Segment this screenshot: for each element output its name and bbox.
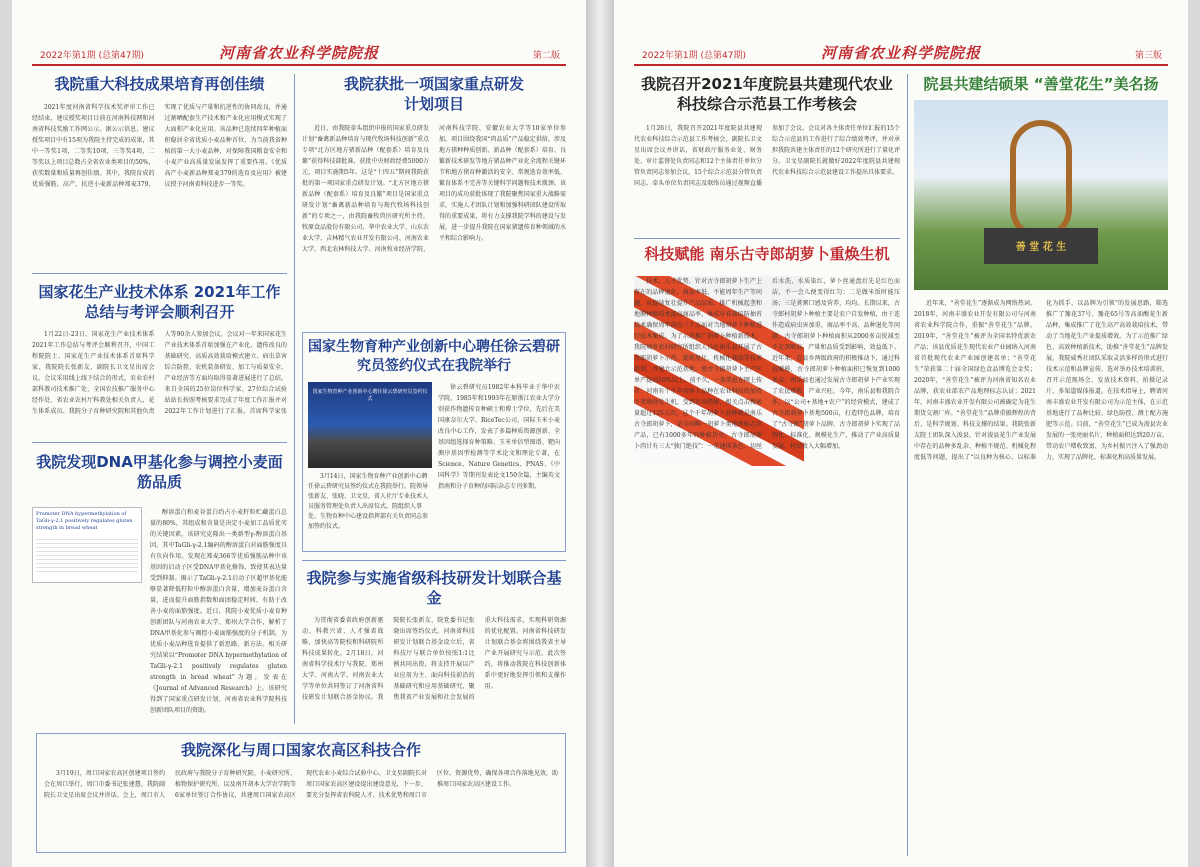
article-biobreeding-center <box>308 338 560 548</box>
article-body: 1月26日，我院召开2021年度院县共建现代农业科技综合示范县工作考核会，副院长卫文星出席会议并讲话，省财政厅服务业处、财务处、审计监督处负责同志和12个主体责任单位分管负责同志参加会议，15个综合示范县分管负责同志、牵头单位负责同志及联络员通过视频直播参加了会议。会议对各主体责任单位汇报的15个综合示范县的工作进行了综合绩效考评，并对承担我院共建主体责任的12个研究所进行了量化评分。卫文星副院长就做好2022年度院县共建现代农业科技综合示范县建设工作提出具体要求。 <box>634 124 900 187</box>
article-body: 徐云碧研究员1982年本科毕业于华中农学院，1985年和1993年在原浙江农业大学分别获作物遗传育种硕士和博士学位，先后在美国康奈尔大学、RiceTec公司、国际玉米小麦改良中心工作，发表了多篇种质资源创新、全基因组选择育种策略、玉米单倍型图谱、靶向测序基因型检测等学术论文和理论专著，在Science、Nature Genetics、PNAS、《中国科学》等期刊发表论文150余篇，主编英文指南和分子育种的国际杂志专刊多期。 <box>438 384 560 490</box>
issue-label: 2022年第1期 (总第47期) <box>40 51 144 61</box>
edition-label: 第三版 <box>1134 51 1162 61</box>
article-title: 我院参与实施省级科技研发计划联合基金 <box>306 569 562 608</box>
masthead: 河南省农业科学院院报 <box>218 44 379 62</box>
signing-photo <box>308 382 432 468</box>
article-peanut-system <box>32 282 287 432</box>
sculpture-sign: 善 堂 花 生 <box>1015 242 1067 253</box>
article-body: 醇溶蛋白和麦谷蛋白约占小麦籽粒贮藏蛋白总量的80%，其组成和含量是决定小麦加工品质优劣的关键因素。该研究克隆出一类新型γ-醇溶蛋白基因，其中TaGli-γ-2.1编码的醇溶蛋白对面筋强度具有负向作用。发现在郑麦366等优质强筋品种中该基因的启动子区受DNA甲基化修饰，致使其表达量受到抑制。揭示了TaGli-γ-2.1启动子区超甲基化能够显著降低籽粒中醇溶蛋白含量，增加麦谷蛋白含量，进而提升面筋指数和面团稳定时间，有助于改善小麦的面筋强度。近日，我院小麦优质小麦育种创新团队与河南农业大学、郑州大学合作，解析了DNA甲基化参与调控小麦面筋强度的分子机制，为优质小麦品种选育提供了新思路、新方法。相关研究结果以“Promoter DNA hypermethylation of TaGli-γ-2.1 positively regulates gluten strength in bread wheat”为题，发表在《Journal of Advanced Research》上。该研究得到了国家重点研发计划、河南省农业科学院科技创新团队项目的资助。 <box>150 509 287 714</box>
page-header <box>634 44 1168 66</box>
right-page <box>614 0 1188 867</box>
masthead: 河南省农业科学院院报 <box>820 44 981 62</box>
article-title: 我院重大科技成果培育再创佳绩 <box>54 75 265 93</box>
photo-banner-text: 国家生物育种产业创新中心聘任徐云碧研究员签约仪式 <box>312 389 428 402</box>
article-demo-county-review <box>634 74 900 232</box>
article-body: 3月19日，周口国家农高区创建项目签约会在周口举行，周口市委书记张建慧，我院副院长卫文星出席会议并讲话。会上，周口市人民政府与我院分子育种研究院、小麦研究所、植物保护研究所、以及南开胡本大学农学院等6家单位签订合作协议，共建周口国家农高区现代农业小麦综合试验中心。卫文星副院长对周口国家农高区建设提出建设意见，下一步，要充分发挥省农科院人才、技术优势和周口市区位、资源优势，确保各项合作落地见效，助推周口国家农高区建设工作。 <box>44 770 558 800</box>
article-body: 技术、人才优势，针对古寺郎胡萝卜生产上存在的品种退化、商品率低、不能周年生产等问题，从提纯复壮提升产品品质、推广机械起垄和地膜种植技术提高商品率、集成早春栽培防抽苔技术确保周年供应三个方面对当地胡萝卜种植进行技术集成。为了示范推广胡萝卜种植新技术，我院城乡农村研究所组织人员在南乐县开展了古寺郎胡萝卜示范、提纯复壮、机械化栽培等技术培训，并建立示范基地，使古寺郎胡萝卜主产区单产提高10%以上。前不久，一条消息在网上传开：河南有个千年胡萝卜品种在农业科技的加持下重焕勃发生机，受到市场热捧，相关点击搜索量超过125万次。这个千年胡萝卜品种就是南乐古寺郎胡萝卜，是全国唯一胡萝卜类地理标志农产品，已有1000多年的种植历史。古寺郎胡萝卜肉甘有三大“独门绝技”：一是通体条色，切丝后水洗，水质染红，萝卜丝通盘后先是红色而洁，不一会儿便变得红匀；二是做米饭时能压汤；三是煮粥口感及营养，均均。长期以来，古寺郎村胡萝卜种植主要是农户自发种植，由于连作造成病虫害加重、商品率不高、品种退化等问题，古寺郎胡萝卜种植面积从2000多亩锐减至不足300亩，产量和品质受到影响，效益低下。近年来，在县乡两级政府的积极推动下，通过科技赋能，古寺郎胡萝卜种植面积已恢复到1000多亩，南乐县也通过发展古寺郎胡萝卜产业实现了农民增收、产业兴旺。今年，南乐县和我院合作，以“公司+基地+农户”的经营模式，建成了古寺郎胡萝卜基地500亩，打造特色品牌，培育了“古寺郎”胡萝卜品牌，古寺郎胡萝卜实现了品牌化、标准化、规模化生产，推动了产业高质量发展，村民收入大幅增加。 <box>634 278 900 450</box>
article-body: 2021年度河南省科学技术奖评审工作已经结束，建议授奖项目目前在河南科技网和河南省科技奖励工作网公示。据公示信息，建议授奖项目中有15项为我院主持完成的成果，其中一等奖1项，二等奖10项，三等奖4项，二等奖以上项目总数占全省农业类项目的50%，获奖数量和质量再创佳绩。其中，我院育成的优质强筋、高产、抗逆小麦新品种郑麦379，实现了优质与产量和抗逆性的协同改良，并通过割晒配套生产技术和产业化应用模式实现了大面积产业化应用。该品种已连续四年种植面积稳居全省优质小麦品种首位，为当前我省种植的第一大小麦品种，对保障我国粮食安全和小麦产业高质量发展发挥了重要作用。《优质高产小麦新品种郑麦379的选育及应用》被建议授予河南省科技进步一等奖。 <box>32 104 287 189</box>
article-zhoukou-cooperation <box>44 740 558 848</box>
article-title: 国家生物育种产业创新中心聘任徐云碧研究员签约仪式在我院举行 <box>308 339 560 374</box>
page-header <box>32 44 566 66</box>
article-joint-fund <box>302 568 566 724</box>
article-title: 科技赋能 南乐古寺郎胡萝卜重焕生机 <box>644 245 890 263</box>
article-carrot <box>634 244 900 856</box>
figure-title: Promoter DNA hypermethylation of TaGli-γ-2.1 positively regulates gluten strength in bread wheat <box>36 511 133 531</box>
article-dna-methylation <box>32 452 287 720</box>
issue-label: 2022年第1期 (总第47期) <box>642 51 746 61</box>
article-body: 为贯彻省委省政府创新驱动、科教兴省、人才强省战略，加快高等院校和科研院所科技成果转化，2月18日，河南省科学技术厅与我院、郑州大学、河南大学、河南农业大学等单位共同签订了河南省科技研发计划联合基金协议。我院院长张新友、院党委书记张晓出席签约仪式。河南省科技研发计划联合基金设立后，省科技厅与联合单位按照1:1比例共同出资，将支持开展以产业应用为主、面向科技前沿的基础研究和应用基础研究，聚焦我省产业发展和社会发展的重大科技需求，实现科研资源的优化配置。河南省科技研发计划联合基金将围绕我省主导产业开展研究与示范。此次签约，将推动我院在科技创新体系中更好地发挥引领和支撑作用。 <box>302 616 566 701</box>
article-title: 我院召开2021年度院县共建现代农业科技综合示范县工作考核会 <box>641 75 893 114</box>
photo-caption: 3月14日，国家生物育种产业创新中心聘任徐云碧研究员签约仪式在我院举行。院领导张新友、张晓、卫文星，省人社厅专业技术人员服务管理处负责人出席仪式。院组织人事处、生物育种中心建设指挥部有关负责同志参加签约仪式。 <box>308 473 429 530</box>
article-shantang-peanut <box>914 74 1168 856</box>
edition-label: 第二版 <box>532 51 560 61</box>
article-body: 近年来，“善堂花生”逐渐成为网络热词，2018年，河南丰盛农业开发有限公司与河南省农业科学院合作，重振“善堂花生”品牌。2019年，“善堂花生”被评为全国名特优新农产品；该县优质花生现代农业产业园纳入河南省首批现代农业产业园创建名单；“善堂花生”荣获第二十届全国绿色食品博览会金奖；2020年，“善堂花生”被评为河南省知名农业品牌，获农业部农产品地理标志认证；2021年，河南丰盛农业开发有限公司被确定为花生期货交割厂库。“善堂花生”品牌重振辉煌的背后，是科学规划、科技支撑的结果。我院张新友院士团队深入浚县，针对浚县花生产业发展中存在的品种多乱杂、种植不规范、机械化程度低等问题，提出了“以良种为核心、以标准化为抓手、以品牌为引领”的发展思路，筛选推广了豫花37号、豫花65号等高油酸花生新品种，集成推广了花生高产高效栽培技术，带动了当地花生产业提质增效。为了示范推广绿色、高效种植新技术，助推“善堂花生”品牌发展，我院威秀社团队采取灵活多样的形式进行技术示范和品牌宣传，选对举办技术培训班、召开示范现场会、发放技术资料、拍摄记录片、多渠道媒体报道。在技术指导上，聘请河南丰盛农业开发有限公司为示范主体，在示范基地进行了品种比较、绿色防控、测土配方施肥等示范。目前，“善堂花生”已成为浚县农业发展的一张亮丽名片，种植面积达到20万亩，带动农户增收致富，为乡村振兴注入了强劲动力，实现了品牌化、标准化和高质量发展。 <box>914 300 1168 461</box>
article-title: 国家花生产业技术体系 2021年工作总结与考评会顺利召开 <box>38 283 281 322</box>
peanut-sculpture-photo <box>914 100 1168 290</box>
article-body: 近日，由我院牵头组织申报的国家重点研发计划“畜禽新品种培育与现代牧场科技创新”重点专项“北方区地方猪新品种（配套系）培育及良繁”获得科技部批准，获批中央财政经费5000万元，项目实施期5年。这是“十四五”期间我院获批的第一项国家重点研发计划。“北方区地方猪新品种（配套系）培育及良繁”项目是国家重点研发计划“畜禽新品种培育与现代牧场科技创新”的专项之一，由我院畜牧兽医研究所主持，牧原食品股份有限公司、华中农业大学、山东农业大学、吉林精气农业开发有限公司、河南农业大学、西北农林科技大学、河南牧业经济学院、河南科技学院、安徽农业大学等10家单位参加。项目围绕我国“肉品质”产品稳定供给，涉及地方猪种种质创新、新品种（配套系）培育、良繁新技术研发等地方猪品种产业化全流程关键环节和地方猪育种激活的安全、常规选育效率低、繁育体系不完善等关键科学问题和技术瓶颈。该项目的成功获批体现了我院聚焦国家重大战略需求，实施人才团队计划和加强科研团队建设所取得的重要成果，将有力支撑我院学科的建设与发展，进一步提升我院在国家猪遗传育种领域的水平和综合影响力。 <box>302 124 566 253</box>
paper-figure <box>32 507 142 583</box>
article-title: 院县共建结硕果 “善堂花生”美名扬 <box>923 75 1159 93</box>
left-page <box>12 0 586 867</box>
article-title: 我院发现DNA甲基化参与调控小麦面筋品质 <box>36 453 283 492</box>
article-body: 1月22日-23日，国家花生产业技术体系2021年工作总结与考评会顺利召开，中国工程院院士、国家花生产业技术体系首席科学家、我院院长张新友，副院长卫文星出席会议。会议采用线上线下结合的形式，农业农村部科教司技术推广处、全国农技推广服务中心经作处、省农业农村厅科教处相关负责人，花生体系成员、我院分子育种研究院和其他负责人等90余人参加会议。会议对一年来国家花生产业技术体系首席加强在产业化、遗传改良的基础研究、高质高效栽培模式建立、病虫草害综合防控、农机装备研发、加工与质量安全、产业经济等方面均取得显著进展进行了总结，来自全国的25位岗位科学家、27位综合试验站站长按照考核要求完成了年度工作汇报并对2022年工作计划进行了汇报。首席科学家张 <box>32 330 287 415</box>
page-fold <box>586 0 614 867</box>
article-title: 我院获批一项国家重点研发计划项目 <box>343 75 524 114</box>
article-key-rd-project <box>302 74 566 324</box>
article-title: 我院深化与周口国家农高区科技合作 <box>180 741 421 759</box>
article-achievement <box>32 74 287 272</box>
